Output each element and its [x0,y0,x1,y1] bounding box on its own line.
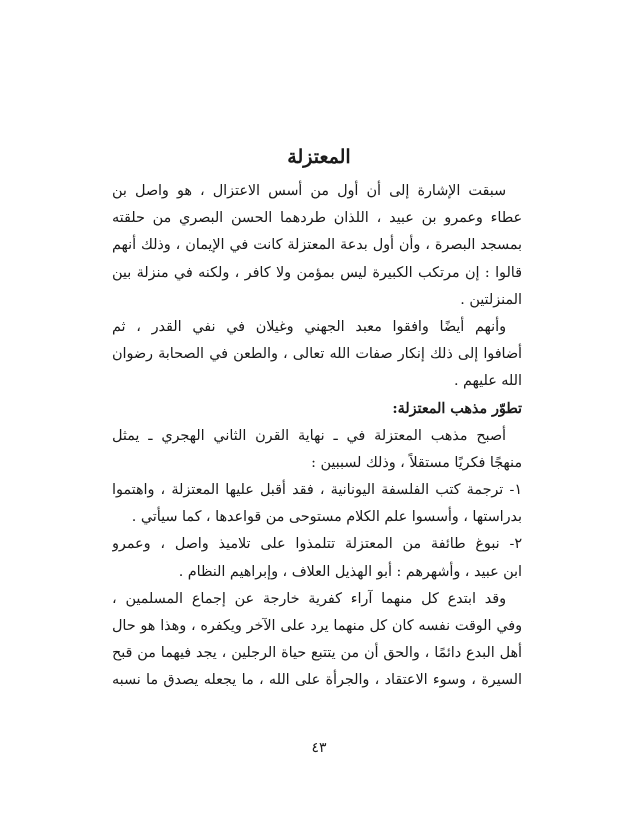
text-line: سبقت الإشارة إلى أن أول من أسس الاعتزال ، هو واصل بن [112,183,506,199]
text-line: الله عليهم . [453,373,522,390]
list-item: ١- ترجمة كتب الفلسفة اليونانية ، فقد أقبل عليها المعتزلة ، واهتموا [112,482,522,499]
text-line: بدراستها ، وأسسوا علم الكلام مستوحى من قواعدها ، كما سيأتي . [131,509,522,526]
text-line: أضافوا إلى ذلك إنكار صفات الله تعالى ، والطعن في الصحابة رضوان [112,346,522,363]
text-line: قالوا : إن مرتكب الكبيرة ليس بمؤمن ولا كافر ، ولكنه في منزلة بين [112,264,522,281]
text-line: وقد ابتدع كل منهما آراء كفرية خارجة عن إجماع المسلمين ، [112,590,506,607]
text-line: وأنهم أيضًا وافقوا معبد الجهني وغيلان في نفي القدر ، ثم [112,318,506,335]
text-line: وفي الوقت نفسه كان كل منهما يرد على الآخر ويكفره ، وهذا هو حال [112,618,522,634]
text-line: المنزلتين . [460,291,522,308]
page-number: ٤٣ [311,740,327,756]
text-line: السيرة ، وسوء الاعتقاد ، والجرأة على الله ، ما يجعله يصدق ما نسبه [112,672,522,689]
body-text [112,178,522,695]
section-heading: تطوّر مذهب المعتزلة: [392,400,522,417]
text-line: أصبح مذهب المعتزلة في ـ نهاية القرن الثاني الهجري ـ يمثل [112,427,506,444]
text-line: منهجًا فكريًا مستقلاً ، وذلك لسببين : [311,454,522,471]
text-line: ابن عبيد ، وأشهرهم : أبو الهذيل العلاف ، وإبراهيم النظام . [178,563,522,580]
chapter-title: المعتزلة [287,146,351,168]
text-line: أهل البدع دائمًا ، والحق أن من يتتبع حياة الرجلين ، يجد فيهما من قبح [112,645,522,662]
text-line: بمسجد البصرة ، وأن أول بدعة المعتزلة كانت في الإيمان ، وذلك أنهم [112,237,522,254]
text-line: عطاء وعمرو بن عبيد ، اللذان طردهما الحسن البصري من حلقته [112,210,522,227]
list-item: ٢- نبوغ طائفة من المعتزلة تتلمذوا على تلاميذ واصل ، وعمرو [112,536,522,553]
